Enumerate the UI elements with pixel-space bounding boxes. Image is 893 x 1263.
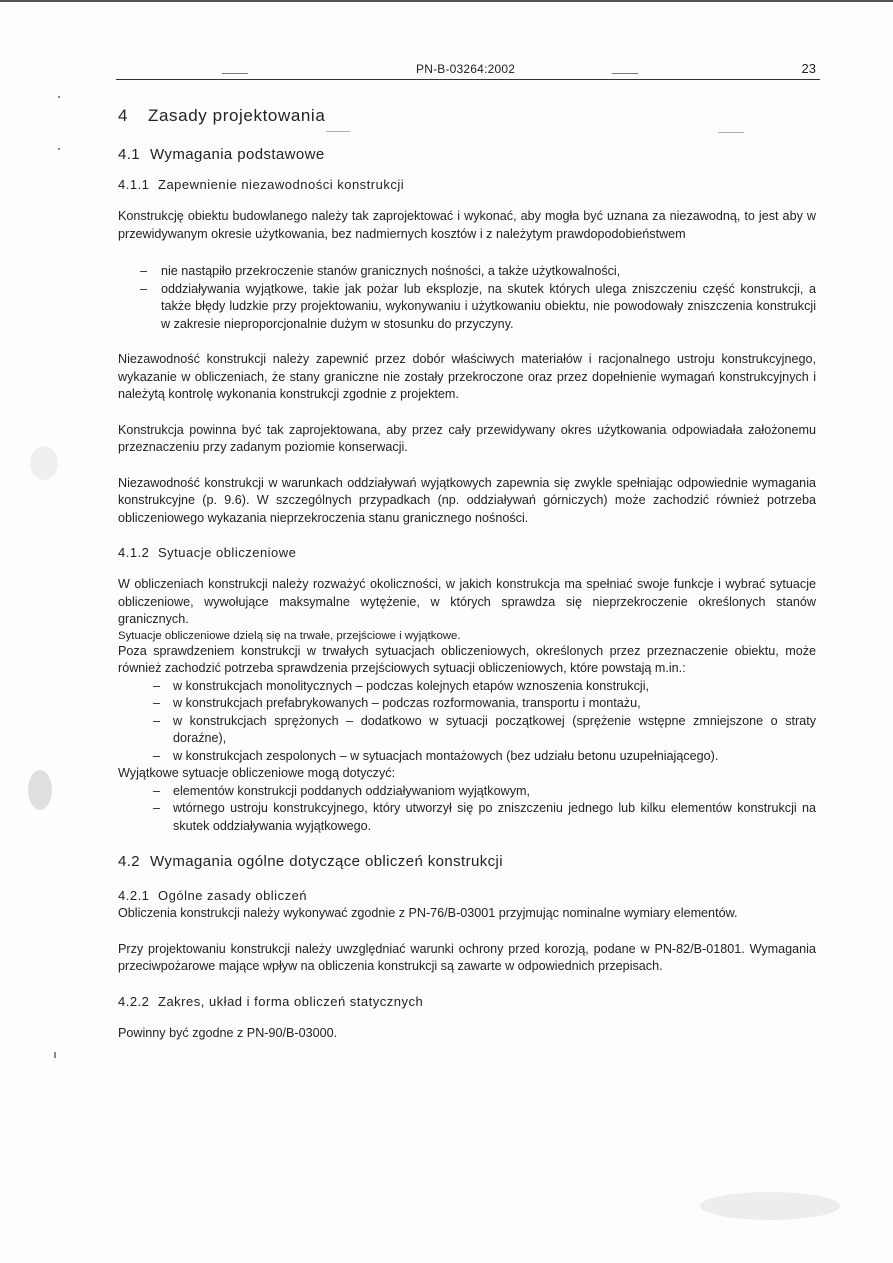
subsubsection-heading [118, 177, 816, 192]
page-number: 23 [801, 61, 816, 76]
section-heading [118, 106, 816, 126]
section-number: 4.2.1 [118, 888, 150, 903]
subsubsection-heading [118, 994, 816, 1009]
section-title: Zapewnienie niezawodności konstrukcji [158, 177, 405, 192]
list-item: – w konstrukcjach sprężonych – dodatkowo w sytuacji początkowej (sprężenie wstępne zmniejszone o straty doraźne), [118, 713, 816, 748]
subsubsection-heading [118, 545, 816, 560]
header-rule [116, 79, 820, 80]
list-item: – wtórnego ustroju konstrukcyjnego, który utworzył się po zniszczeniu jednego lub kilku elementów konstrukcji na skutek oddziaływania wyjątkowego. [118, 800, 816, 835]
scan-mark [58, 148, 60, 150]
section-title: Sytuacje obliczeniowe [158, 545, 297, 560]
section-number: 4.2 [118, 853, 141, 870]
list-item: – w konstrukcjach zespolonych – w sytuacjach montażowych (bez udziału betonu uzupełniającego). [118, 748, 816, 766]
section-title: Zasady projektowania [148, 106, 326, 125]
bullet-list [118, 783, 816, 836]
list-item: – w konstrukcjach monolitycznych – podczas kolejnych etapów wznoszenia konstrukcji, [118, 678, 816, 696]
section-number: 4.1.1 [118, 177, 150, 192]
paragraph: Konstrukcja powinna być tak zaprojektowana, aby przez cały przewidywany okres użytkowania odpowiadała założonemu przeznaczeniu przy zadanym poziomie konserwacji. [118, 422, 816, 454]
section-number: 4.2.2 [118, 993, 150, 1009]
section-number: 4.1.2 [118, 545, 150, 560]
header-dash-left [222, 73, 248, 74]
scan-smudge [700, 1192, 840, 1220]
paragraph: W obliczeniach konstrukcji należy rozważyć okoliczności, w jakich konstrukcja ma spełniać swoje funkcje i wybrać sytuacje obliczeniowe, wywołujące maksymalne wytężenie, w których sprawdza się nieprzekroczenie określonych stanów granicznych. [118, 577, 816, 626]
list-item: – w konstrukcjach prefabrykowanych – podczas rozformowania, transportu i montażu, [118, 695, 816, 713]
section-number: 4.1 [118, 146, 141, 163]
page-header [116, 60, 818, 80]
scan-mark [54, 1052, 56, 1058]
paragraph: Niezawodność konstrukcji w warunkach oddziaływań wyjątkowych zapewnia się zwykle spełniając odpowiednie wymagania konstrukcyjne (p. 9.6). W szczególnych przypadkach (np. oddziaływań górniczych) może zachodzić również potrzeba obliczeniowego wykazania nieprzekroczenia stanu granicznego nośności. [118, 475, 816, 525]
paragraph: Konstrukcję obiektu budowlanego należy tak zaprojektować i wykonać, aby mogła być uznana za niezawodną, to jest aby w przewidywanym okresie użytkowania, bez nadmiernych kosztów i z należytym prawdopodobieństwem [118, 209, 816, 241]
scan-mark [58, 96, 60, 98]
section-title: Wymagania podstawowe [150, 146, 325, 163]
scan-smudge [30, 446, 58, 480]
paragraph: Poza sprawdzeniem konstrukcji w trwałych sytuacjach obliczeniowych, określonych przez przeznaczenie obiektu, może również zachodzić potrzeba sprawdzenia przejściowych sytuacji obliczeniowych, które powstają m.in.: [118, 643, 816, 675]
section-title: Zakres, układ i forma obliczeń statycznych [158, 993, 424, 1009]
bullet-list [118, 263, 816, 333]
subsection-heading [118, 146, 816, 163]
page-content [118, 106, 816, 1060]
note-line: Sytuacje obliczeniowe dzielą się na trwałe, przejściowe i wyjątkowe. [118, 629, 461, 642]
bullet-list [118, 678, 816, 766]
list-item: – oddziaływania wyjątkowe, takie jak pożar lub eksplozje, na skutek których ulega zniszczeniu część konstrukcji, a także błędy ludzkie przy projektowaniu, wykonywaniu i użytkowaniu obiektu, nie powodowały zniszczenia konstrukcji w zakresie nieproporcjonalnie dużym w stosunku do przyczyny. [118, 281, 816, 334]
scan-smudge [28, 770, 52, 810]
section-title: Wymagania ogólne dotyczące obliczeń konstrukcji [150, 853, 504, 870]
paragraph: Obliczenia konstrukcji należy wykonywać zgodnie z PN-76/B-03001 przyjmując nominalne wymiary elementów. [118, 906, 738, 920]
section-number: 4 [118, 106, 129, 125]
list-item: – nie nastąpiło przekroczenie stanów granicznych nośności, a także użytkowalności, [118, 263, 816, 281]
subsubsection-heading [118, 888, 816, 903]
section-title: Ogólne zasady obliczeń [158, 888, 308, 903]
header-dash-right [612, 73, 638, 74]
paragraph: Przy projektowaniu konstrukcji należy uwzględniać warunki ochrony przed korozją, podane w PN-82/B-01801. Wymagania przeciwpożarowe mające wpływ na obliczenia konstrukcji są zawarte w odpowiednich przepisach. [118, 941, 816, 973]
paragraph: Powinny być zgodne z PN-90/B-03000. [118, 1025, 338, 1040]
subsection-heading [118, 853, 816, 870]
page-top-edge [0, 0, 893, 2]
list-item: – elementów konstrukcji poddanych oddziaływaniom wyjątkowym, [118, 783, 816, 801]
paragraph: Niezawodność konstrukcji należy zapewnić przez dobór właściwych materiałów i racjonalnego ustroju konstrukcyjnego, wykazanie w obliczeniach, że stany graniczne nie zostały przekroczone oraz przez dopełnienie wymagań konstrukcyjnych i należytą kontrolę wykonania konstrukcji zgodnie z projektem. [118, 352, 816, 401]
standard-number: PN-B-03264:2002 [416, 62, 516, 76]
paragraph: Wyjątkowe sytuacje obliczeniowe mogą dotyczyć: [118, 766, 396, 780]
